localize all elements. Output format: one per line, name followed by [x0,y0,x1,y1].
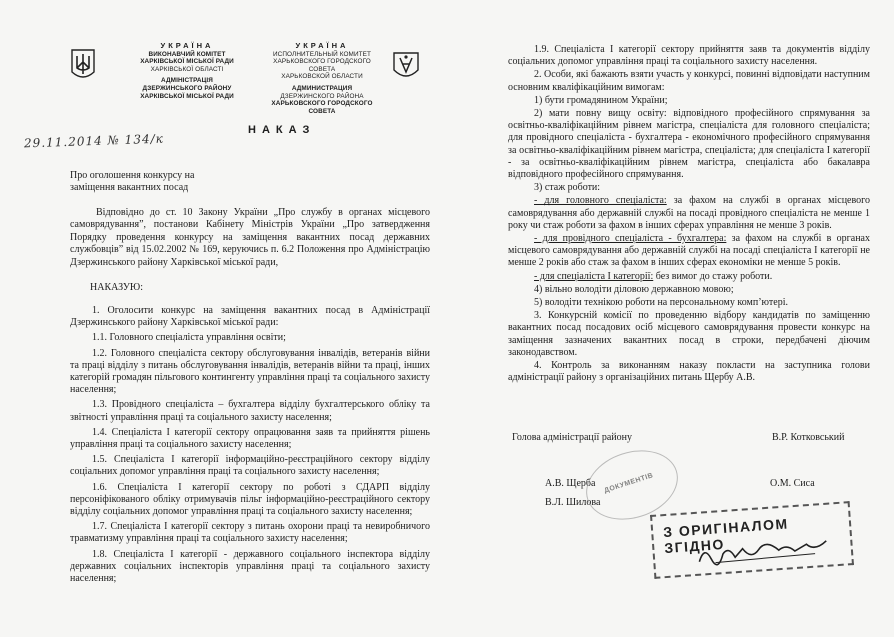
requirement-text: за фахом на службі в органах місцевого самоврядування або державній службі на посаді провідного спеціаліста не менше 1 року чи стаж роботи за фахом в інших сферах управління не менше 3 років. [508,195,870,231]
org-line: ХАРЬКОВСКОЙ ОБЛАСТИ [281,73,363,81]
org-line: ХАРКІВСЬКОЇ МІСЬКОЇ РАДИ [140,58,234,66]
document-title: НАКАЗ [248,124,316,136]
stamp-text: ДОКУМЕНТІВ [603,472,655,495]
requirement: 2) мати повну вищу освіту: відповідного професійного спрямування за освітньо-кваліфікаційним рівнем магістра, спеціаліста для головного спеціаліста; для провідного спеціаліста - бухгалтера - економічного професійного спрямування за освітньо-кваліфікаційним рівнем магістра, спеціаліста; для спеціаліста I категорії - за освітньо-кваліфікаційним рівнем магістра, спеціаліста або бакалавра відповідного професійного спрямування. [508,108,870,181]
org-line: АДМИНИСТРАЦИЯ [291,84,353,92]
order-item: 4. Контроль за виконанням наказу покласти на заступника голови адміністрації району з організаційних питань Щербу А.В. [508,360,870,384]
handwritten-date-number: 29.11.2014 № 134/к [23,131,165,151]
order-items [70,305,430,588]
requirement-label: - для спеціаліста I категорії: [534,270,654,282]
order-keyword: НАКАЗУЮ: [90,282,143,293]
requirement [508,195,870,232]
org-line: ИСПОЛНИТЕЛЬНЫЙ КОМИТЕТ [272,50,372,58]
requirement-text: за фахом на службі в органах місцевого самоврядування або державній службі на посаді спеціаліста I категорії не менше 2 років або стаж за фахом в інших сферах економіки не менше 5 років. [508,233,870,269]
org-line: ДЗЕРЖИНСКОГО РАЙОНА [280,92,364,100]
order-subject [70,170,270,194]
subject-line: Про оголошення конкурсу на [70,170,195,181]
org-line: ХАРКІВСЬКОЇ ОБЛАСТІ [150,65,224,73]
requirement: 4) вільно володіти діловою державною мовою; [534,283,734,295]
order-item: 1.4. Спеціаліста I категорії сектору опрацювання заяв та прийняття рішень управління праці та соціального захисту населення; [70,426,430,451]
order-item: 1.3. Провідного спеціаліста – бухгалтера відділу бухгалтерського обліку та звітності управління праці та соціального захисту населення; [70,399,430,423]
left-column [62,40,442,115]
order-item: 1.8. Спеціаліста I категорії - державного соціального інспектора відділу державних соціальних інспекторів управління праці та соціального захисту населення; [70,548,430,585]
order-item: 1.5. Спеціаліста I категорії інформаційно-реєстраційного сектору відділу соціальних допомог управління праці та соціального захисту населення; [70,454,430,478]
signatory-name: В.Л. Шилова [545,497,601,508]
requirement-text: без вимог до стажу роботи. [653,270,773,282]
requirement [508,233,870,270]
requirement [508,271,870,283]
order-item: 1.9. Спеціаліста I категорії сектору прийняття заяв та документів відділу соціальних допомог управління праці та соціального захисту населення. [508,44,870,68]
requirement-label: - для головного спеціаліста: [534,195,667,207]
order-item: 2. Особи, які бажають взяти участь у конкурсі, повинні відповідати наступним основним кваліфікаційним вимогам: [508,69,870,93]
org-line: ХАРКІВСЬКОЇ МІСЬКОЇ РАДИ [140,92,234,100]
requirement-label: - для провідного спеціаліста - бухгалтера: [534,233,727,245]
requirement: 3) стаж роботи: [534,182,601,194]
certified-copy-stamp [650,501,854,579]
org-line: ВИКОНАВЧИЙ КОМІТЕТ [148,50,226,58]
order-item: 1.6. Спеціаліста I категорії сектору по роботі з СДАРП відділу персоніфікованого обліку отримувачів пільг інформаційно-реєстраційного сектору відділу соціальних допомог управління праці та соціального захисту населення; [70,481,430,518]
right-column [508,44,870,385]
order-item: 1.2. Головного спеціаліста сектору обслуговування інвалідів, ветеранів війни та праці відділу з питань обслуговування інвалідів, ветеранів війни та праці, інших категорій громадян пільгового контингенту управління праці та соціального захисту населення; [70,347,430,396]
order-item: 1.1. Головного спеціаліста управління освіти; [92,332,286,344]
letterhead-russian [262,42,382,115]
order-item: 1.7. Спеціаліста I категорії сектору з питань охорони праці та невиробничого травматизму управління праці та соціального захисту населення; [70,521,430,545]
org-line: АДМІНІСТРАЦІЯ [161,77,213,85]
country-ru: УКРАЇНА [295,41,349,50]
org-line: ХАРЬКОВСКОГО ГОРОДСКОГО СОВЕТА [271,100,373,115]
letterhead [62,40,442,115]
stamp-text: З ОРИГІНАЛОМ ЗГІДНО [662,515,790,557]
org-line: ДЗЕРЖИНСЬКОГО РАЙОНУ [142,84,232,92]
requirement: 5) володіти технікою роботи на персональному комп’ютері. [534,297,788,309]
head-title: Голова адміністрації району [512,432,632,443]
city-coat-of-arms-icon [390,50,422,82]
signatory-name: А.В. Щерба [545,478,596,489]
trident-emblem-icon [70,48,96,82]
country-ua: УКРАЇНА [160,41,214,50]
signatory-name: О.М. Сиса [770,478,815,489]
requirement: 1) бути громадянином України; [534,94,668,106]
letterhead-ukrainian [132,42,242,100]
order-item: 3. Конкурсній комісії по проведенню відбору кандидатів по заміщенню вакантних посад посадових осіб місцевого самоврядування провести конкурс на заміщення зазначених вакантних посад в строки, передбачені діючим законодавством. [508,310,870,358]
preamble-paragraph: Відповідно до ст. 10 Закону України „Про службу в органах місцевого самоврядування”, постанови Кабінету Міністрів України „Про затвердження Порядку проведення конкурсу на заміщення вакантних посад державних службовців” від 15.02.2002 № 169, керуючись п. 6.2 Положення про Адміністрацію Дзержинського району Харківської міської ради, [70,207,430,268]
org-line: ХАРЬКОВСКОГО ГОРОДСКОГО СОВЕТА [273,58,371,73]
head-name: В.Р. Котковський [772,432,845,443]
order-item: 1. Оголосити конкурс на заміщення вакантних посад в Адміністрації Дзержинського району Харківської міської ради: [70,305,430,329]
subject-line: заміщення вакантних посад [70,182,189,193]
